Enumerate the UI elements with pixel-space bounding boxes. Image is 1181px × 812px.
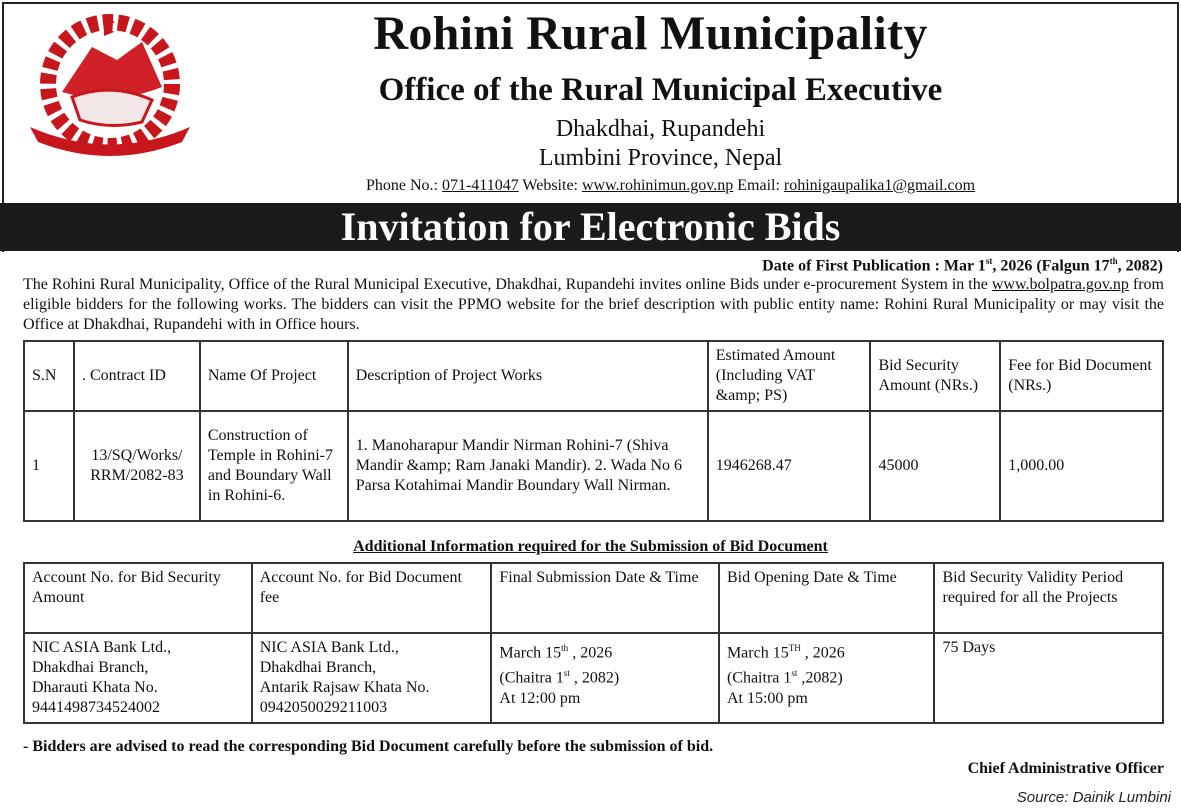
header-cell: . Contract ID bbox=[74, 341, 200, 411]
header-cell: Final Submission Date & Time bbox=[491, 563, 719, 633]
cell-project-name: Construction of Temple in Rohini-7 and Boundary Wall in Rohini-6. bbox=[200, 411, 348, 521]
address-line-2: Lumbini Province, Nepal bbox=[538, 145, 783, 171]
email-label: Email: bbox=[737, 177, 780, 194]
cell-bid-security: 45000 bbox=[870, 411, 1000, 521]
cell-contract-id: 13/SQ/Works/ RRM/2082-83 bbox=[74, 411, 200, 521]
info-title: Additional Information required for the Submission of Bid Document bbox=[353, 538, 828, 555]
phone-label: Phone No.: bbox=[365, 177, 438, 194]
works-table bbox=[23, 340, 1164, 522]
intro-paragraph: The Rohini Rural Municipality, Office of the Rural Municipal Executive, Dhakdhai, Rupandehi invites online Bids under e-procurement System in the www.bolpatra.gov.np from eligible bidders for the following works. The bidders can visit the PPMO website for the brief description with public entity name: Rohini Rural Municipality or may visit the Office at Dhakdhai, Rupandehi with in Office hours. bbox=[23, 276, 1165, 333]
cell-description: 1. Manoharapur Mandir Nirman Rohini-7 (Shiva Mandir &amp; Ram Janaki Mandir). 2. Wada No 6 Parsa Kotahimai Mandir Boundary Wall Nirman. bbox=[348, 411, 708, 521]
municipality-title: Rohini Rural Municipality bbox=[373, 7, 928, 60]
header-cell: Fee for Bid Document (NRs.) bbox=[1000, 341, 1163, 411]
header-cell: Bid Opening Date & Time bbox=[719, 563, 935, 633]
cell-validity: 75 Days bbox=[934, 633, 1163, 723]
office-subtitle: Office of the Rural Municipal Executive bbox=[378, 72, 943, 108]
header-cell: Account No. for Bid Security Amount bbox=[24, 563, 252, 633]
source-credit: Source: Dainik Lumbini bbox=[1016, 789, 1171, 806]
table-row bbox=[24, 411, 1163, 521]
cell-document-fee: 1,000.00 bbox=[1000, 411, 1163, 521]
table-header-row bbox=[24, 341, 1163, 411]
publication-date: Date of First Publication : Mar 1st, 2026 (Falgun 17th, 2082) bbox=[762, 256, 1163, 275]
address-line-1: Dhakdhai, Rupandehi bbox=[555, 116, 766, 142]
header-cell: Description of Project Works bbox=[348, 341, 708, 411]
website-label: Website: bbox=[522, 177, 578, 194]
notice-banner: Invitation for Electronic Bids bbox=[0, 203, 1181, 251]
header-cell: S.N bbox=[24, 341, 74, 411]
bolpatra-link[interactable]: www.bolpatra.gov.np bbox=[991, 276, 1129, 293]
cell-estimated-amount: 1946268.47 bbox=[708, 411, 871, 521]
cell-submission-date: March 15th , 2026 (Chaitra 1st , 2082) At 12:00 pm bbox=[491, 633, 719, 723]
info-table bbox=[23, 562, 1164, 724]
bidder-note: - Bidders are advised to read the corresponding Bid Document carefully before the submission of bid. bbox=[23, 738, 714, 755]
header-cell: Name Of Project bbox=[200, 341, 348, 411]
header-cell: Bid Security Validity Period required for all the Projects bbox=[934, 563, 1163, 633]
header-cell: Account No. for Bid Document fee bbox=[252, 563, 492, 633]
table-row bbox=[24, 633, 1163, 723]
cell-fee-account: NIC ASIA Bank Ltd., Dhakdhai Branch, Antarik Rajsaw Khata No. 0942050029211003 bbox=[252, 633, 492, 723]
cell-sn: 1 bbox=[24, 411, 74, 521]
header-cell: Bid Security Amount (NRs.) bbox=[870, 341, 1000, 411]
cell-security-account: NIC ASIA Bank Ltd., Dhakdhai Branch, Dharauti Khata No. 9441498734524002 bbox=[24, 633, 252, 723]
cell-opening-date: March 15TH , 2026 (Chaitra 1st ,2082) At 15:00 pm bbox=[719, 633, 935, 723]
email-link[interactable]: rohinigaupalika1@gmail.com bbox=[783, 177, 976, 194]
signatory: Chief Administrative Officer bbox=[967, 760, 1164, 777]
nepal-emblem-logo bbox=[22, 12, 198, 162]
table-header-row bbox=[24, 563, 1163, 633]
phone-number[interactable]: 071-411047 bbox=[441, 177, 519, 194]
header-cell: Estimated Amount (Including VAT &amp; PS) bbox=[708, 341, 871, 411]
contact-line bbox=[200, 177, 1141, 195]
website-link[interactable]: www.rohinimun.gov.np bbox=[582, 177, 734, 194]
